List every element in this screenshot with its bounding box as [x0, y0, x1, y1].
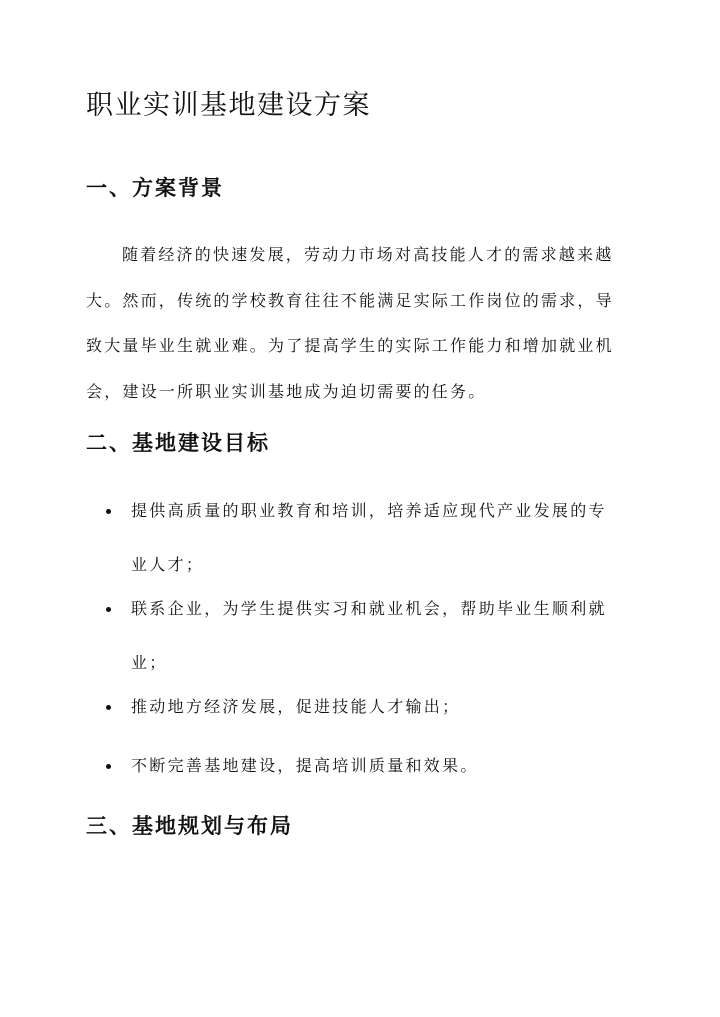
goal-list-item	[106, 484, 626, 592]
document-title: 职业实训基地建设方案	[86, 90, 371, 121]
goal-line: 推动地方经济发展，促进技能人才输出；	[131, 697, 461, 716]
goal-list-item	[106, 680, 626, 734]
bullet-icon	[106, 509, 111, 514]
bullet-icon	[106, 705, 111, 710]
goal-line: 不断完善基地建设，提高培训质量和效果。	[131, 756, 479, 775]
paragraph-line: 会，建设一所职业实训基地成为迫切需要的任务。	[86, 381, 487, 401]
goal-line: 提供高质量的职业教育和培训，培养适应现代产业发展的专	[131, 501, 607, 520]
bullet-icon	[106, 764, 111, 769]
paragraph-line: 大。然而，传统的学校教育往往不能满足实际工作岗位的需求，导	[86, 290, 614, 310]
section-heading-planning: 三、基地规划与布局	[86, 813, 293, 838]
paragraph-line: 随着经济的快速发展，劳动力市场对高技能人才的需求越来越	[122, 245, 614, 264]
goal-line: 联系企业，为学生提供实习和就业机会，帮助毕业生顺利就	[131, 599, 607, 618]
bullet-icon	[106, 607, 111, 612]
section-heading-goals: 二、基地建设目标	[86, 430, 270, 455]
section-heading-background: 一、方案背景	[86, 175, 224, 200]
goal-line: 业人才；	[131, 555, 205, 574]
background-paragraph	[86, 232, 634, 414]
paragraph-line: 致大量毕业生就业难。为了提高学生的实际工作能力和增加就业机	[86, 336, 614, 355]
goal-list-item	[106, 739, 626, 793]
goal-line: 业；	[131, 653, 168, 672]
goal-list-item	[106, 582, 626, 690]
